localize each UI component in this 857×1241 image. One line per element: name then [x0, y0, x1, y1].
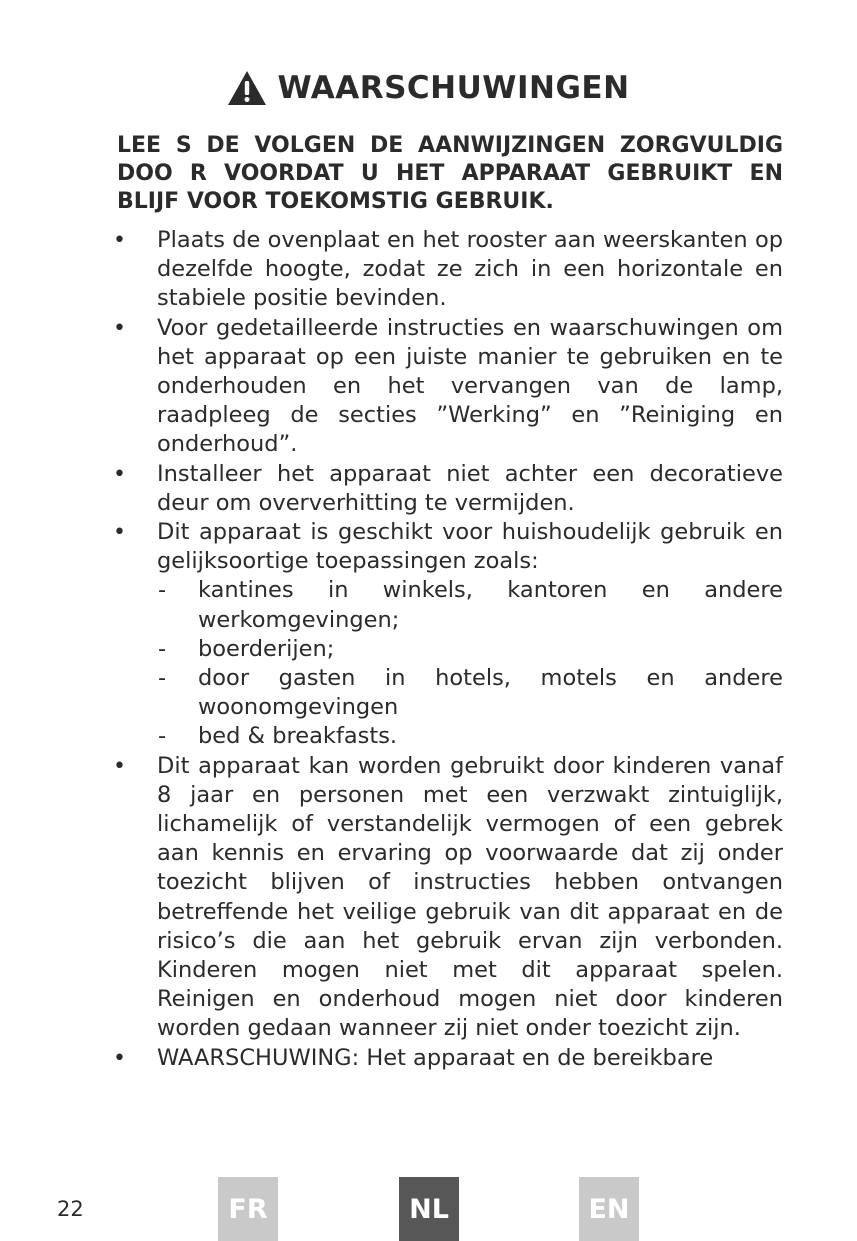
- list-item: [110, 226, 783, 314]
- sublist-item-text: kantines in winkels, kantoren en andere werkomgevingen;: [198, 577, 783, 633]
- dash: -: [158, 723, 167, 750]
- list-item: [110, 314, 783, 460]
- list-item: [110, 518, 783, 752]
- list-item-text: Voor gedetailleerde instructies en waarschuwingen om het apparaat op een juiste manier te gebruiken en te onderhouden en het vervangen van de lamp, raadpleeg de secties ”Werking” en ”Reiniging en onderhoud”.: [157, 314, 783, 458]
- warning-triangle-icon: [227, 70, 267, 106]
- intro-instruction: LEE S DE VOLGEN DE AANWIJZINGEN ZORGVULDIG DOO R VOORDAT U HET APPARAAT GEBRUIKT EN BLIJF VOOR TOEKOMSTIG GEBRUIK.: [117, 133, 783, 214]
- page-header: [0, 70, 857, 106]
- list-item-text: Installeer het apparaat niet achter een decoratieve deur om oververhitting te vermijden.: [157, 460, 783, 516]
- page-title: WAARSCHUWINGEN: [277, 70, 630, 106]
- dash: -: [158, 635, 167, 662]
- list-item: [110, 1044, 783, 1073]
- bullet: •: [113, 461, 126, 487]
- page-number: 22: [57, 1197, 84, 1221]
- language-tab-en[interactable]: EN: [579, 1177, 639, 1241]
- list-item: [110, 752, 783, 1044]
- list-item: [110, 460, 783, 518]
- list-item-text: Dit apparaat is geschikt voor huishoudelijk gebruik en gelijksoortige toepassingen zoals:: [157, 519, 783, 575]
- warnings-list: [110, 226, 783, 1073]
- sublist-item-text: boerderijen;: [198, 635, 335, 662]
- list-item-text: Plaats de ovenplaat en het rooster aan weerskanten op dezelfde hoogte, zodat ze zich in een horizontale en stabiele positie bevinden.: [157, 227, 783, 312]
- sublist-item-text: bed & breakfasts.: [198, 723, 398, 750]
- bullet: •: [113, 315, 126, 341]
- bullet: •: [113, 753, 126, 779]
- sublist-item: [157, 576, 783, 634]
- sublist-item: [157, 722, 783, 751]
- dash: -: [158, 577, 167, 604]
- sublist-item: [157, 664, 783, 722]
- dash: -: [158, 665, 167, 692]
- bullet: •: [113, 1045, 126, 1071]
- sublist-item-text: door gasten in hotels, motels en andere woonomgevingen: [198, 665, 783, 721]
- bullet: •: [113, 520, 126, 546]
- list-item-text: Dit apparaat kan worden gebruikt door kinderen vanaf 8 jaar en personen met een verzwakt zintuiglijk, lichamelijk of verstandelijk vermogen of een gebrek aan kennis en ervaring op voorwaarde dat zij onder toezicht blijven of instructies hebben ontvangen betreffende het veilige gebruik van dit apparaat en de risico’s die aan het gebruik ervan zijn verbonden. Kinderen mogen niet met dit apparaat spelen. Reinigen en onderhoud mogen niet door kinderen worden gedaan wanneer zij niet onder toezicht zijn.: [157, 752, 783, 1042]
- language-tab-nl[interactable]: NL: [399, 1177, 459, 1241]
- language-tab-fr[interactable]: FR: [218, 1177, 278, 1241]
- list-item-text: WAARSCHUWING: Het apparaat en de bereikbare: [157, 1044, 714, 1071]
- bullet: •: [113, 228, 126, 253]
- sublist-item: [157, 635, 783, 664]
- usage-sublist: [157, 576, 783, 751]
